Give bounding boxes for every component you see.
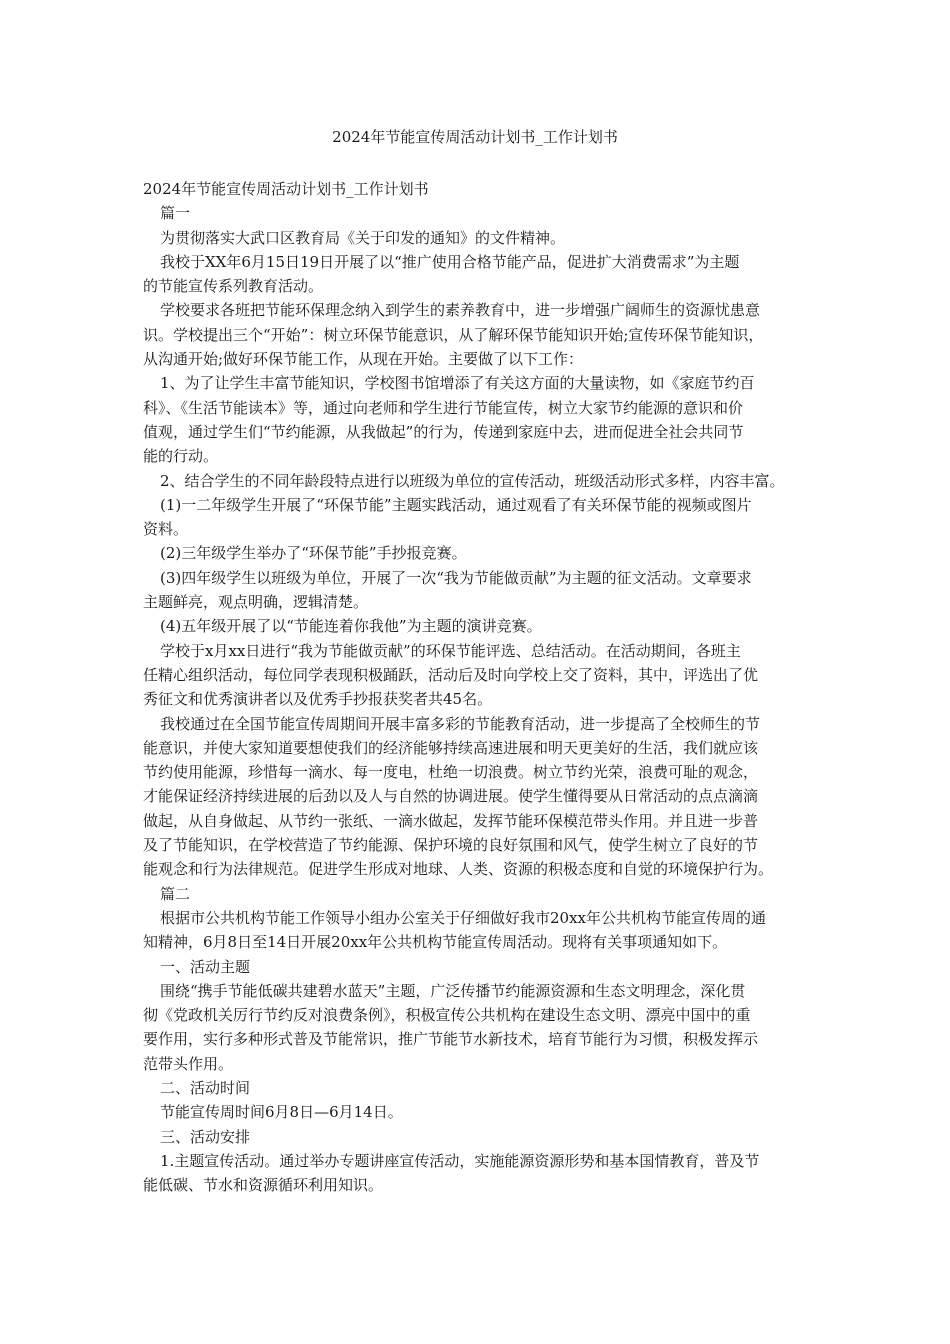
text-line: 1.主题宣传活动。通过举办专题讲座宣传活动，实施能源资源形势和基本国情教育，普及节	[160, 1151, 760, 1170]
text-line: 能观念和行为法律规范。促进学生形成对地球、人类、资源的积极态度和自觉的环境保护行为。	[143, 860, 774, 879]
text-line: 我校于XX年6月15日19日开展了以“推广使用合格节能产品，促进扩大消费需求”为主题	[160, 252, 740, 271]
text-line: 2024年节能宣传周活动计划书_工作计划书	[143, 180, 429, 198]
text-line: 二、活动时间	[160, 1078, 251, 1097]
text-line: (1)一二年级学生开展了“环保节能”主题实践活动，通过观看了有关环保节能的视频或图片	[160, 495, 752, 514]
text-line: 节能宣传周时间6月8日—6月14日。	[160, 1103, 403, 1122]
document-title: 2024年节能宣传周活动计划书_工作计划书	[332, 128, 618, 146]
text-line: 才能保证经济持续进展的后劲以及人与自然的协调进展。使学生懂得要从日常活动的点点滴滴	[143, 787, 759, 806]
text-line: 主题鲜亮，观点明确，逻辑清楚。	[143, 593, 369, 612]
text-line: 能低碳、节水和资源循环利用知识。	[143, 1176, 384, 1195]
text-line: 知精神，6月8日至14日开展20xx年公共机构节能宣传周活动。现将有关事项通知如下。	[143, 933, 728, 952]
text-line: 范带头作用。	[143, 1054, 234, 1073]
text-line: 及了节能知识，在学校营造了节约能源、保护环境的良好氛围和风气，使学生树立了良好的节	[143, 836, 759, 855]
text-line: 为贯彻落实大武口区教育局《关于印发的通知》的文件精神。	[160, 228, 566, 247]
text-line: (2)三年级学生举办了“环保节能”手抄报竞赛。	[160, 544, 467, 563]
document-body	[143, 177, 825, 1197]
text-line: 值观，通过学生们“节约能源，从我做起”的行为，传递到家庭中去，进而促进全社会共同节	[143, 422, 744, 441]
text-line: 学校要求各班把节能环保理念纳入到学生的素养教育中，进一步增强广阔师生的资源忧患意	[160, 301, 761, 320]
text-line: 从沟通开始;做好环保节能工作，从现在开始。主要做了以下工作：	[143, 350, 584, 369]
text-line: (3)四年级学生以班级为单位，开展了一次“我为节能做贡献”为主题的征文活动。文章要求	[160, 568, 752, 587]
text-line: 三、活动安排	[160, 1127, 251, 1146]
text-line: 学校于x月xx日进行“我为节能做贡献”的环保节能评选、总结活动。在活动期间，各班主	[160, 641, 741, 660]
text-line: 篇一	[160, 204, 191, 223]
text-line: 一、活动主题	[160, 957, 251, 976]
text-line: 识。学校提出三个“开始”：树立环保节能意识，从了解环保节能知识开始;宣传环保节能知识，	[143, 325, 764, 344]
text-line: 彻《党政机关厉行节约反对浪费条例》，积极宣传公共机构在建设生态文明、漂亮中国中的重	[143, 1006, 751, 1025]
text-line: 秀征文和优秀演讲者以及优秀手抄报获奖者共45名。	[143, 690, 493, 709]
text-line: 我校通过在全国节能宣传周期间开展丰富多彩的节能教育活动，进一步提高了全校师生的节	[160, 714, 761, 733]
text-line: 要作用，实行多种形式普及节能常识，推广节能节水新技术，培育节能行为习惯，积极发挥示	[143, 1030, 759, 1049]
text-line: 资料。	[143, 520, 189, 539]
text-line: 能意识，并使大家知道要想使我们的经济能够持续高速进展和明天更美好的生活，我们就应该	[143, 738, 759, 757]
text-line: 能的行动。	[143, 447, 219, 466]
text-line: 1、为了让学生丰富节能知识，学校图书馆增添了有关这方面的大量读物，如《家庭节约百	[160, 374, 755, 393]
text-line: 科》、《生活节能读本》等，通过向老师和学生进行节能宣传，树立大家节约能源的意识和价	[143, 398, 744, 417]
text-line: 篇二	[160, 884, 191, 903]
text-line: 围绕“携手节能低碳共建碧水蓝天”主题，广泛传播节约能源资源和生态文明理念，深化贯	[160, 981, 746, 1000]
text-line: (4)五年级开展了以“节能连着你我他”为主题的演讲竞赛。	[160, 617, 542, 636]
text-line: 2、结合学生的不同年龄段特点进行以班级为单位的宣传活动，班级活动形式多样，内容丰富。	[160, 471, 785, 490]
text-line: 节约使用能源，珍惜每一滴水、每一度电，杜绝一切浪费。树立节约光荣，浪费可耻的观念，	[143, 763, 759, 782]
text-line: 根据市公共机构节能工作领导小组办公室关于仔细做好我市20xx年公共机构节能宣传周的通	[160, 908, 767, 927]
text-line: 任精心组织活动，每位同学表现积极踊跃，活动后及时向学校上交了资料，其中，评选出了优	[143, 665, 759, 684]
text-line: 做起，从自身做起、从节约一张纸、一滴水做起，发挥节能环保模范带头作用。并且进一步普	[143, 811, 759, 830]
text-line: 的节能宣传系列教育活动。	[143, 277, 324, 296]
